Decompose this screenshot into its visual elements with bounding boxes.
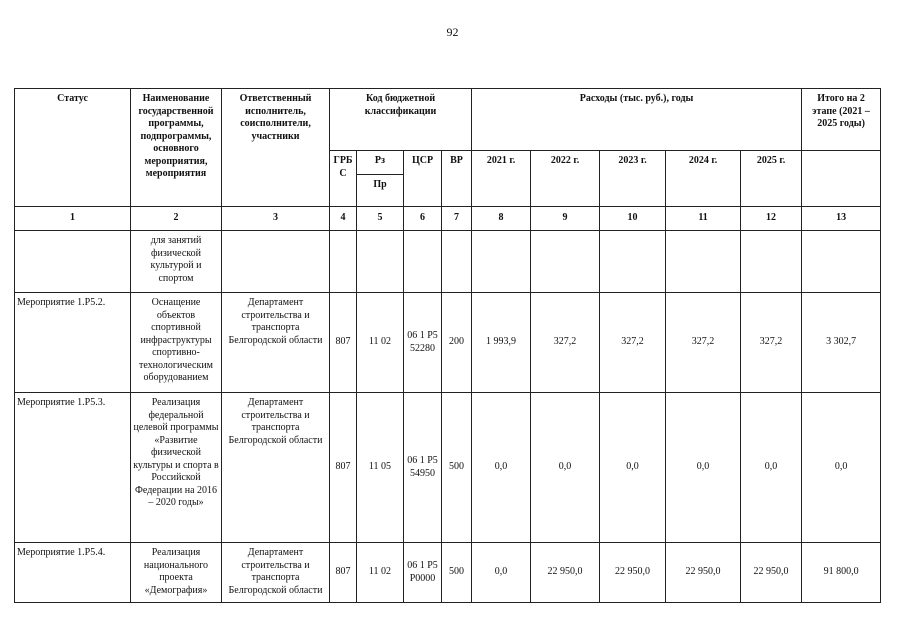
column-number: 11 xyxy=(666,207,741,231)
cell-vr: 500 xyxy=(442,543,472,603)
header-vr: ВР xyxy=(442,151,472,207)
cell-vr: 500 xyxy=(442,393,472,543)
cell-csr: 06 1 Р5 Р0000 xyxy=(404,543,442,603)
header-grbs: ГРБ С xyxy=(330,151,357,207)
header-csr: ЦСР xyxy=(404,151,442,207)
cell-2024: 327,2 xyxy=(666,293,741,393)
cell-2022 xyxy=(531,231,600,293)
column-number: 13 xyxy=(802,207,881,231)
header-budget-code: Код бюджетной классификации xyxy=(330,89,472,151)
cell-status: Мероприятие 1.Р5.2. xyxy=(15,293,131,393)
cell-total xyxy=(802,231,881,293)
column-number: 5 xyxy=(357,207,404,231)
cell-2024: 22 950,0 xyxy=(666,543,741,603)
cell-status: Мероприятие 1.Р5.3. xyxy=(15,393,131,543)
column-number: 3 xyxy=(222,207,330,231)
cell-rzpr: 11 02 xyxy=(357,293,404,393)
cell-total: 3 302,7 xyxy=(802,293,881,393)
cell-2022: 0,0 xyxy=(531,393,600,543)
cell-2023: 327,2 xyxy=(600,293,666,393)
column-number: 8 xyxy=(472,207,531,231)
cell-status: Мероприятие 1.Р5.4. xyxy=(15,543,131,603)
cell-grbs: 807 xyxy=(330,393,357,543)
cell-2021: 0,0 xyxy=(472,393,531,543)
cell-csr: 06 1 Р5 52280 xyxy=(404,293,442,393)
cell-rzpr xyxy=(357,231,404,293)
cell-responsible: Департамент строительства и транспорта Белгородской области xyxy=(222,543,330,603)
cell-2024 xyxy=(666,231,741,293)
cell-name: Реализация национального проекта «Демография» xyxy=(131,543,222,603)
cell-total: 91 800,0 xyxy=(802,543,881,603)
header-status: Статус xyxy=(15,89,131,207)
cell-2025: 0,0 xyxy=(741,393,802,543)
table-row xyxy=(15,231,881,293)
header-rz-pr xyxy=(357,151,404,207)
page-number: 92 xyxy=(446,25,459,39)
column-number: 2 xyxy=(131,207,222,231)
cell-2021: 1 993,9 xyxy=(472,293,531,393)
cell-status xyxy=(15,231,131,293)
header-expenses: Расходы (тыс. руб.), годы xyxy=(472,89,802,151)
cell-2021: 0,0 xyxy=(472,543,531,603)
column-number: 10 xyxy=(600,207,666,231)
header-2024: 2024 г. xyxy=(666,151,741,207)
column-number: 7 xyxy=(442,207,472,231)
table-row xyxy=(15,293,881,393)
cell-responsible: Департамент строительства и транспорта Белгородской области xyxy=(222,293,330,393)
table-row xyxy=(15,393,881,543)
header-2023: 2023 г. xyxy=(600,151,666,207)
header-responsible: Ответственный исполнитель, соисполнители, участники xyxy=(222,89,330,207)
cell-2024: 0,0 xyxy=(666,393,741,543)
cell-vr xyxy=(442,231,472,293)
cell-name: Реализация федеральной целевой программы «Развитие физической культуры и спорта в Российской Федерации на 2016 – 2020 годы» xyxy=(131,393,222,543)
cell-2023: 0,0 xyxy=(600,393,666,543)
cell-2021 xyxy=(472,231,531,293)
cell-2022: 22 950,0 xyxy=(531,543,600,603)
cell-grbs: 807 xyxy=(330,543,357,603)
header-pr: Пр xyxy=(357,174,404,192)
cell-rzpr: 11 05 xyxy=(357,393,404,543)
cell-2023 xyxy=(600,231,666,293)
column-number: 1 xyxy=(15,207,131,231)
header-total: Итого на 2 этапе (2021 –2025 годы) xyxy=(802,89,881,151)
cell-name: Оснащение объектов спортивной инфраструктуры спортивно-технологическим оборудованием xyxy=(131,293,222,393)
cell-2023: 22 950,0 xyxy=(600,543,666,603)
column-number: 4 xyxy=(330,207,357,231)
table-row xyxy=(15,543,881,603)
cell-vr: 200 xyxy=(442,293,472,393)
cell-2025: 327,2 xyxy=(741,293,802,393)
header-2021: 2021 г. xyxy=(472,151,531,207)
cell-2025: 22 950,0 xyxy=(741,543,802,603)
header-total-blank xyxy=(802,151,881,207)
cell-responsible xyxy=(222,231,330,293)
cell-2025 xyxy=(741,231,802,293)
cell-2022: 327,2 xyxy=(531,293,600,393)
column-number: 9 xyxy=(531,207,600,231)
cell-csr: 06 1 Р5 54950 xyxy=(404,393,442,543)
cell-responsible: Департамент строительства и транспорта Белгородской области xyxy=(222,393,330,543)
column-number: 6 xyxy=(404,207,442,231)
cell-rzpr: 11 02 xyxy=(357,543,404,603)
header-2025: 2025 г. xyxy=(741,151,802,207)
budget-table xyxy=(14,88,881,603)
cell-name: для занятий физической культурой и спортом xyxy=(131,231,222,293)
header-rz: Рз xyxy=(374,155,386,166)
cell-grbs: 807 xyxy=(330,293,357,393)
header-2022: 2022 г. xyxy=(531,151,600,207)
cell-grbs xyxy=(330,231,357,293)
column-number: 12 xyxy=(741,207,802,231)
cell-csr xyxy=(404,231,442,293)
header-name: Наименование государственной программы, подпрограммы, основного мероприятия, мероприятия xyxy=(131,89,222,207)
cell-total: 0,0 xyxy=(802,393,881,543)
